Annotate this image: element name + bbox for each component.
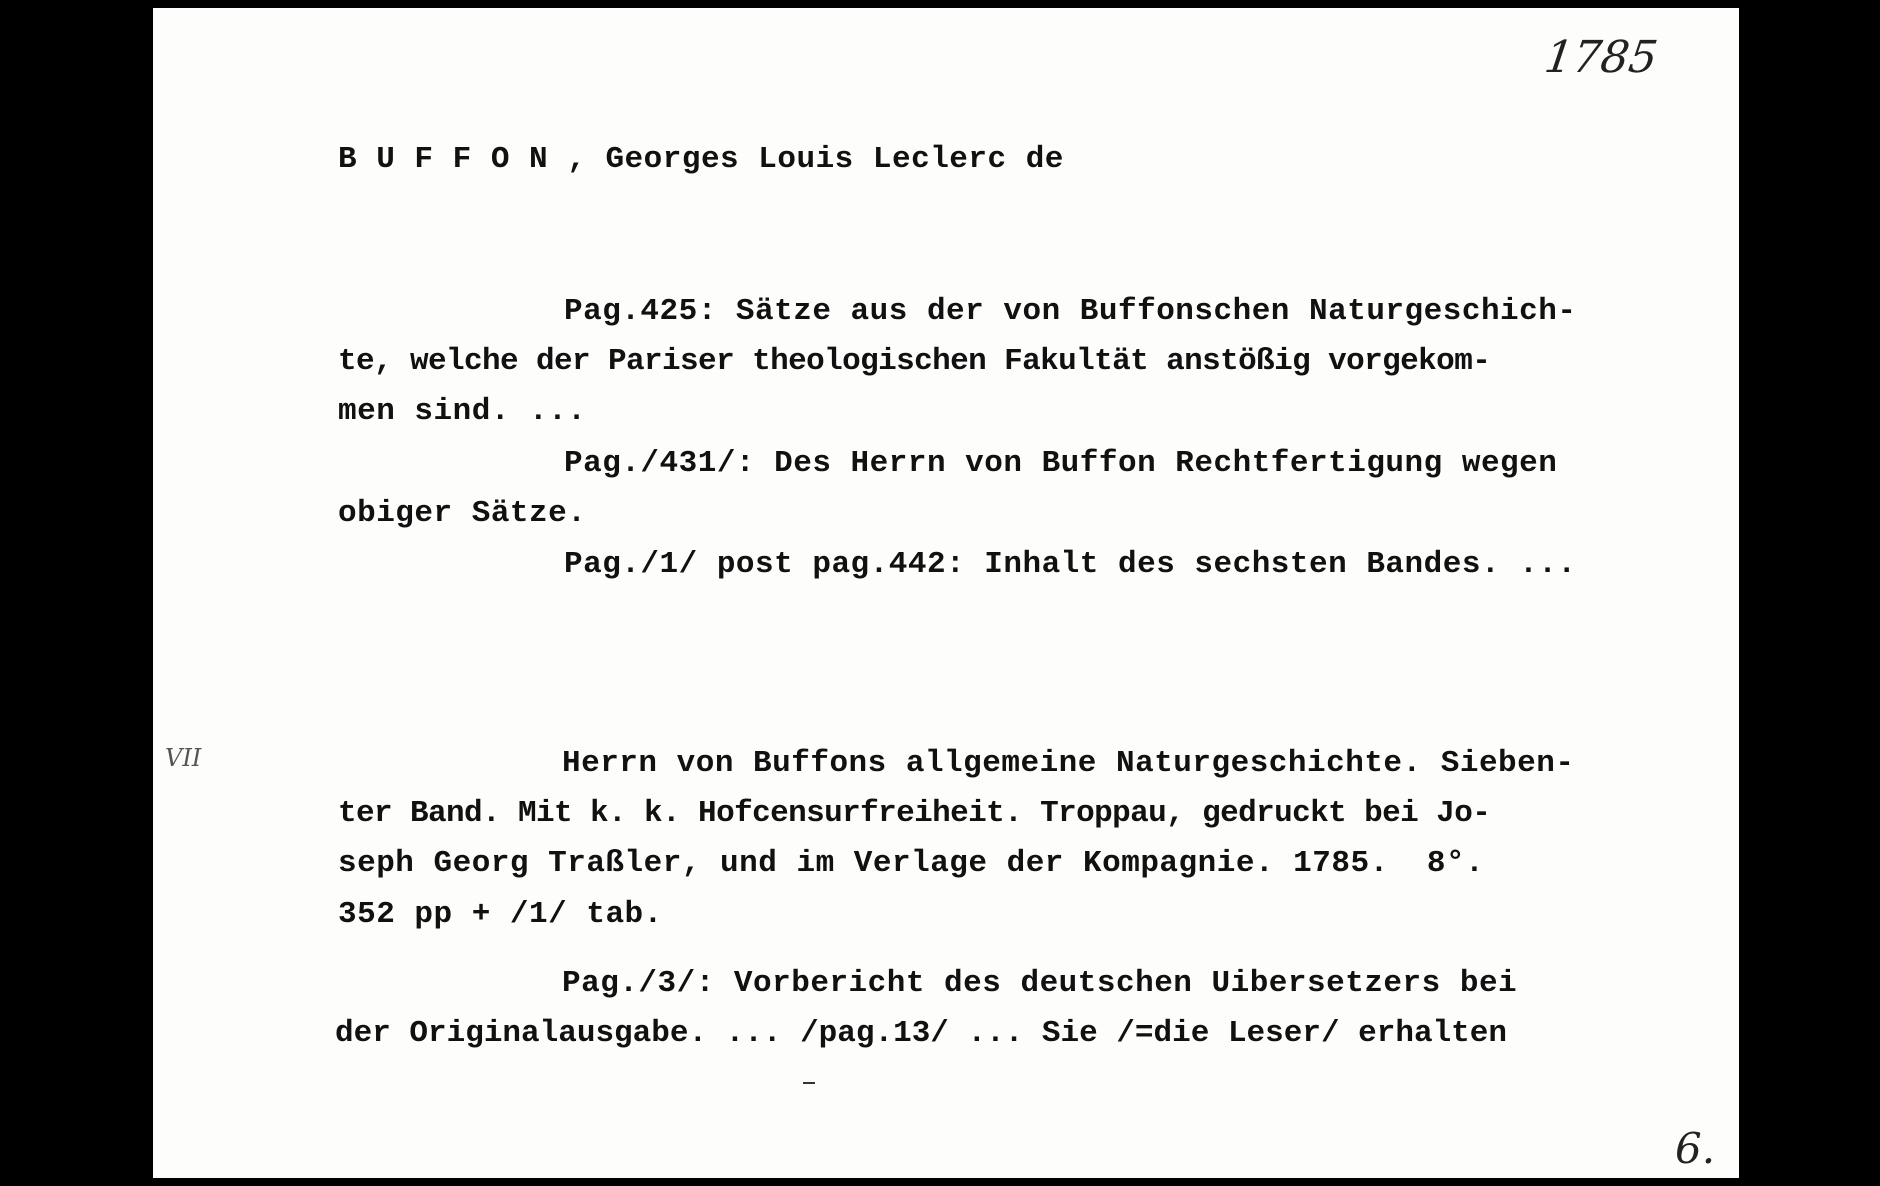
catalog-card (153, 8, 1739, 1178)
text-line-5: obiger Sätze. (338, 496, 587, 531)
margin-note: VII (165, 744, 202, 772)
text-line-11: Pag./3/: Vorbericht des deutschen Uibersetzers bei (562, 966, 1518, 1001)
text-line-9: seph Georg Traßler, und im Verlage der Kompagnie. 1785. 8°. (338, 846, 1485, 881)
text-line-1: Pag.425: Sätze aus der von Buffonschen Naturgeschich- (564, 294, 1577, 329)
card-heading: B U F F O N , Georges Louis Leclerc de (338, 142, 1064, 177)
paper-speck (803, 1082, 815, 1084)
text-line-12: der Originalausgabe. ... /pag.13/ ... Sie /=die Leser/ erhalten (335, 1016, 1507, 1051)
text-line-6: Pag./1/ post pag.442: Inhalt des sechsten Bandes. ... (564, 547, 1577, 582)
text-line-3: men sind. ... (338, 394, 587, 429)
text-line-10: 352 pp + /1/ tab. (338, 897, 663, 932)
text-line-7: Herrn von Buffons allgemeine Naturgeschichte. Sieben- (562, 746, 1575, 781)
text-line-8: ter Band. Mit k. k. Hofcensurfreiheit. Troppau, gedruckt bei Jo- (338, 796, 1491, 831)
handwritten-page-marker: 6. (1675, 1124, 1716, 1173)
text-line-2: te, welche der Pariser theologischen Fakultät anstößig vorgekom- (338, 344, 1491, 379)
handwritten-catalog-number: 1785 (1541, 32, 1661, 83)
text-line-4: Pag./431/: Des Herrn von Buffon Rechtfertigung wegen (564, 446, 1558, 481)
